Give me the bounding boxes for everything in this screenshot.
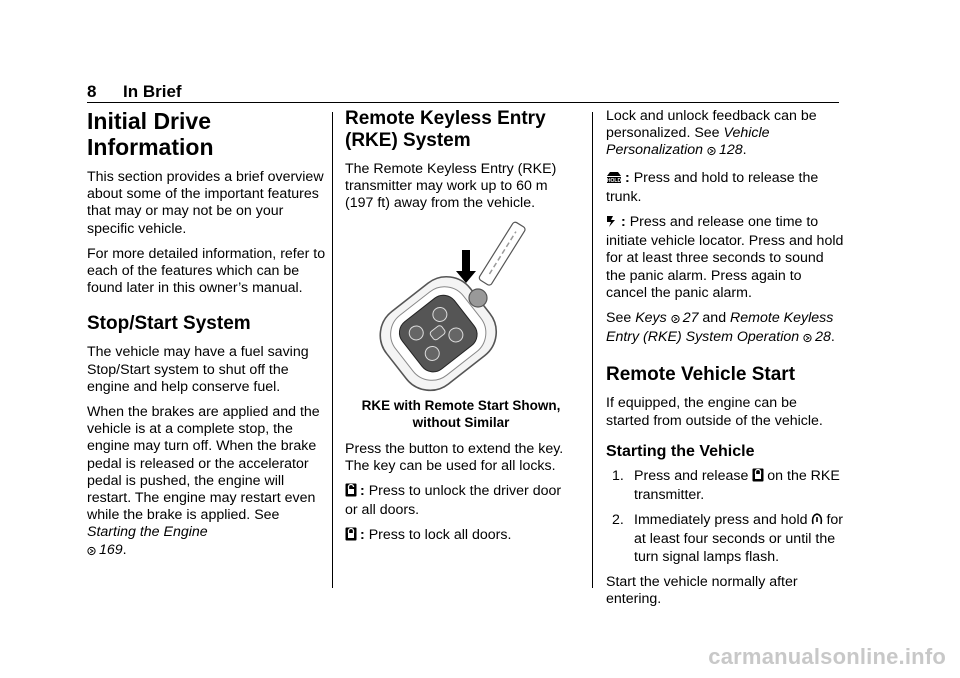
- trunk-release-icon: [606, 170, 622, 189]
- rke-operation-page[interactable]: 28: [815, 329, 831, 346]
- page-number: 8: [87, 82, 97, 101]
- sentence-end: .: [742, 142, 747, 159]
- extend-key-paragraph: Press the button to extend the key. The key can be used for all locks.: [345, 440, 564, 474]
- step-1-text-a: Press and release: [634, 467, 753, 484]
- and-label: and: [698, 310, 731, 327]
- lock-paragraph: [345, 527, 577, 546]
- key-release-button: [469, 289, 487, 307]
- step-2-text-a: Immediately press and hold: [634, 512, 812, 529]
- svg-text:HOLD: HOLD: [606, 177, 622, 184]
- page-reference-arrow-icon: [803, 331, 812, 348]
- key-blade: [478, 221, 526, 286]
- starting-engine-page[interactable]: 169: [99, 541, 123, 558]
- page-reference-arrow-icon: [671, 312, 680, 329]
- column-1: [87, 108, 327, 569]
- page-header: [87, 82, 182, 102]
- personalization-page[interactable]: 128: [718, 142, 743, 159]
- unlock-text: Press to unlock the driver door or all doors.: [345, 483, 562, 519]
- stop-start-heading: Stop/Start System: [87, 313, 251, 335]
- intro-paragraph-1: This section provides a brief overview about some of the important features that may or may not be on your specific vehicle.: [87, 169, 324, 237]
- rke-key-fob-illustration: [345, 221, 577, 393]
- rke-heading: Remote Keyless Entry (RKE) System: [345, 108, 546, 151]
- remote-start-paragraph: If equipped, the engine can be started from outside of the vehicle.: [606, 395, 823, 429]
- column-3: [606, 108, 844, 616]
- vehicle-locator-panic-icon: [606, 214, 618, 233]
- vehicle-personalization-link[interactable]: Vehicle Personalization: [606, 125, 770, 159]
- step-number: 2.: [612, 512, 624, 529]
- step-1-text-b: on the RKE transmitter.: [634, 467, 840, 504]
- feedback-paragraph: [606, 108, 844, 162]
- page-reference-arrow-icon: [707, 144, 716, 161]
- stop-start-paragraph-1: The vehicle may have a fuel saving Stop/Start system to shut off the engine and help conserve fuel.: [87, 344, 309, 395]
- section-title: In Brief: [123, 82, 182, 101]
- caption-line-2: without Similar: [412, 414, 510, 430]
- unlock-icon: [345, 483, 357, 502]
- symbol-colon: :: [625, 169, 630, 186]
- starting-vehicle-heading: Starting the Vehicle: [606, 442, 755, 460]
- panic-text: Press and release one time to initiate vehicle locator. Press and hold for at least three seconds to sound the panic alarm. Press again to cancel the panic alarm.: [606, 214, 844, 301]
- see-label: See: [606, 310, 636, 327]
- column-divider-1: [332, 112, 333, 588]
- lock-icon: [752, 468, 764, 487]
- symbol-colon: :: [360, 527, 365, 544]
- stop-start-paragraph-2: [87, 404, 327, 561]
- panic-paragraph: [606, 214, 844, 302]
- rke-range-paragraph: The Remote Keyless Entry (RKE) transmitter may work up to 60 m (197 ft) away from the vehicle.: [345, 161, 557, 212]
- lock-text: Press to lock all doors.: [368, 527, 512, 544]
- step-1: [606, 468, 844, 504]
- stop-start-text: When the brakes are applied and the vehicle is at a complete stop, the engine may turn off. When the brake pedal is released or the accelerator pedal is pushed, the engine will restart. The engine may restart even while the brake is applied. See: [87, 404, 320, 524]
- column-2: [345, 108, 577, 555]
- column-divider-2: [592, 112, 593, 588]
- sentence-end: .: [122, 541, 127, 558]
- pointer-arrow: [456, 250, 476, 283]
- lock-icon: [345, 527, 357, 546]
- step-number: 1.: [612, 467, 624, 484]
- page-reference-arrow-icon: [87, 544, 96, 561]
- initial-drive-heading: Initial Drive Information: [87, 108, 214, 160]
- see-also-paragraph: [606, 310, 844, 348]
- rke-operation-link[interactable]: Remote Keyless Entry (RKE) System Operation: [606, 310, 834, 346]
- keys-page[interactable]: 27: [682, 310, 699, 327]
- intro-paragraph-2: For more detailed information, refer to each of the features which can be found later in this owner’s manual.: [87, 245, 326, 297]
- symbol-colon: :: [360, 483, 365, 500]
- trunk-text: Press and hold to release the trunk.: [606, 169, 819, 205]
- step-2-text-b: for at least four seconds or until the turn signal lamps flash.: [634, 512, 843, 565]
- feedback-text: Lock and unlock feedback can be personalized. See: [606, 108, 817, 142]
- header-rule: [87, 102, 839, 103]
- watermark: carmanualsonline.info: [708, 644, 946, 669]
- final-paragraph: Start the vehicle normally after entering.: [606, 573, 798, 608]
- keys-link[interactable]: Keys: [635, 310, 667, 327]
- trunk-paragraph: [606, 170, 844, 206]
- figure-caption: [345, 397, 577, 431]
- remote-start-icon: [811, 512, 823, 531]
- unlock-paragraph: [345, 483, 577, 519]
- caption-line-1: RKE with Remote Start Shown,: [361, 397, 561, 413]
- starting-steps-list: [606, 468, 844, 566]
- remote-start-heading: Remote Vehicle Start: [606, 364, 796, 386]
- step-2: [606, 512, 844, 566]
- starting-engine-link[interactable]: Starting the Engine: [87, 524, 208, 541]
- sentence-end: .: [830, 329, 835, 346]
- symbol-colon: :: [621, 214, 626, 231]
